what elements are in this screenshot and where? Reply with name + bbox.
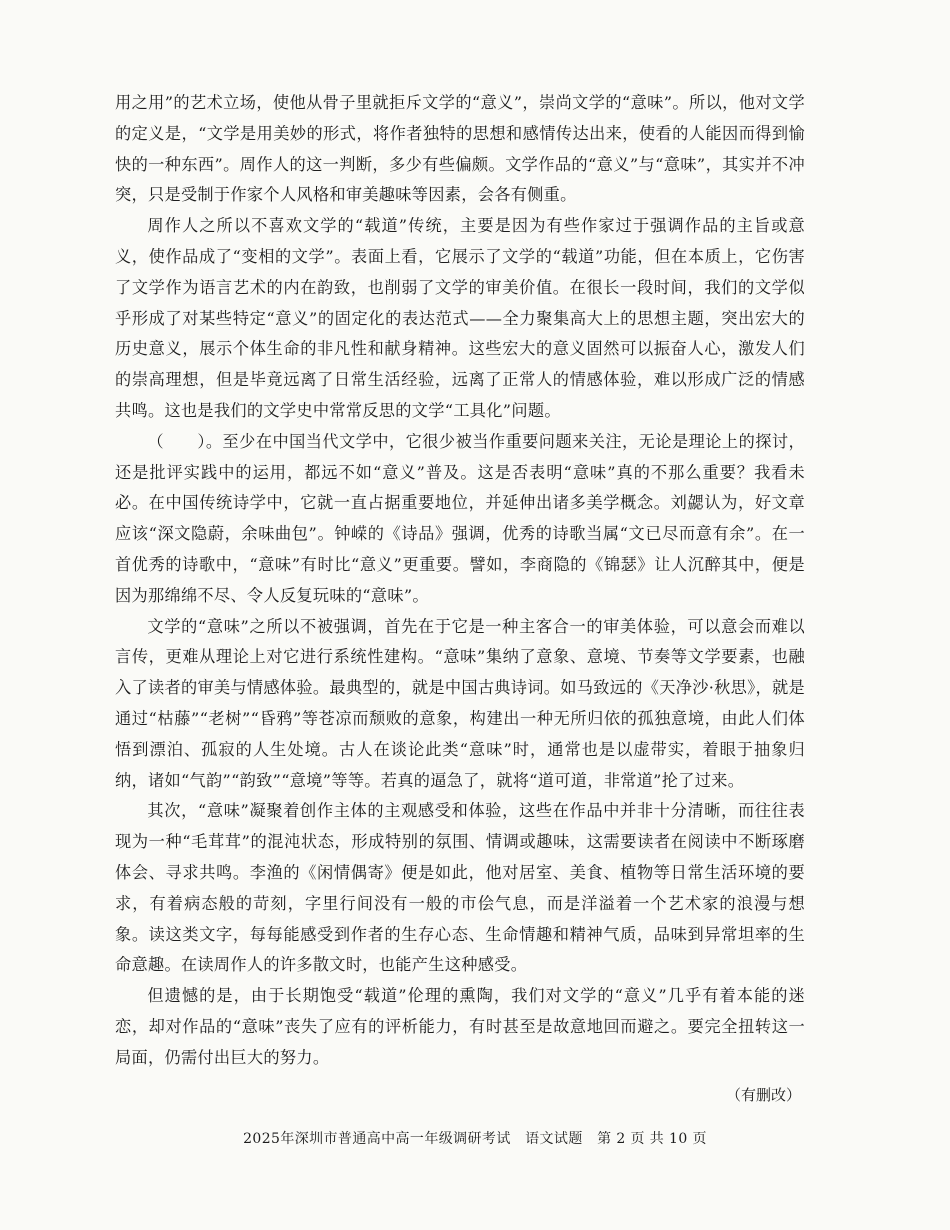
paragraph-2: 周作人之所以不喜欢文学的“载道”传统，主要是因为有些作家过于强调作品的主旨或意义，使作品成了“变相的文学”。表面上看，它展示了文学的“载道”功能，但在本质上，它伤害了文学作为语言艺术的内在韵致，也削弱了文学的审美价值。在很长一段时间，我们的文学似乎形成了对某些特定“意义”的固定化的表达范式——全力聚集高大上的思想主题，突出宏大的历史意义，展示个体生命的非凡性和献身精神。这些宏大的意义固然可以振奋人心，激发人们的崇高理想，但是毕竟远离了日常生活经验，远离了正常人的情感体验，难以形成广泛的情感共鸣。这也是我们的文学史中常常反思的文学“工具化”问题。 bbox=[115, 216, 805, 420]
paragraph-3: （ ）。至少在中国当代文学中，它很少被当作重要问题来关注，无论是理论上的探讨，还是批评实践中的运用，都远不如“意义”普及。这是否表明“意味”真的不那么重要？我看未必。在中国传统诗学中，它就一直占据重要地位，并延伸出诸多美学概念。刘勰认为，好文章应该“深文隐蔚，余味曲包”。钟嵘的《诗品》强调，优秀的诗歌当属“文已尽而意有余”。在一首优秀的诗歌中，“意味”有时比“意义”更重要。譬如，李商隐的《锦瑟》让人沉醉其中，便是因为那绵绵不尽、令人反复玩味的“意味”。 bbox=[115, 431, 805, 605]
abridged-note: （有删改） bbox=[725, 1085, 801, 1104]
paragraph-1: 用之用”的艺术立场，使他从骨子里就拒斥文学的“意义”，崇尚文学的“意味”。所以，他对文学的定义是，“文学是用美妙的形式，将作者独特的思想和感情传达出来，使看的人能因而得到愉快的一种东西”。周作人的这一判断，多少有些偏颇。文学作品的“意义”与“意味”，其实并不冲突，只是受制于作家个人风格和审美趣味等因素，会各有侧重。 bbox=[115, 93, 805, 205]
paragraph-5: 其次，“意味”凝聚着创作主体的主观感受和体验，这些在作品中并非十分清晰，而往往表现为一种“毛茸茸”的混沌状态，形成特别的氛围、情调或趣味，这需要读者在阅读中不断琢磨体会、寻求共鸣。李渔的《闲情偶寄》便是如此，他对居室、美食、植物等日常生活环境的要求，有着病态般的苛刻，字里行间没有一般的市侩气息，而是洋溢着一个艺术家的浪漫与想象。读这类文字，每每能感受到作者的生存心态、生命情趣和精神气质，品味到异常坦率的生命意趣。在读周作人的许多散文时，也能产生这种感受。 bbox=[115, 801, 805, 975]
paragraph-4: 文学的“意味”之所以不被强调，首先在于它是一种主客合一的审美体验，可以意会而难以言传，更难从理论上对它进行系统性建构。“意味”集纳了意象、意境、节奏等文学要素，也融入了读者的审美与情感体验。最典型的，就是中国古典诗词。如马致远的《天净沙·秋思》，就是通过“枯藤”“老树”“昏鸦”等苍凉而颓败的意象，构建出一种无所归依的孤独意境，由此人们体悟到漂泊、孤寂的人生处境。古人在谈论此类“意味”时，通常也是以虚带实，着眼于抽象归纳，诸如“气韵”“韵致”“意境”等等。若真的逼急了，就将“道可道，非常道”抡了过来。 bbox=[115, 616, 805, 790]
paragraph-6: 但遗憾的是，由于长期饱受“载道”伦理的熏陶，我们对文学的“意义”几乎有着本能的迷恋，却对作品的“意味”丧失了应有的评析能力，有时甚至是故意地回而避之。要完全扭转这一局面，仍需付出巨大的努力。 bbox=[115, 986, 805, 1067]
article-body bbox=[115, 88, 805, 1110]
page-footer: 2025年深圳市普通高中高一年级调研考试 语文试题 第 2 页 共 10 页 bbox=[243, 1131, 707, 1147]
